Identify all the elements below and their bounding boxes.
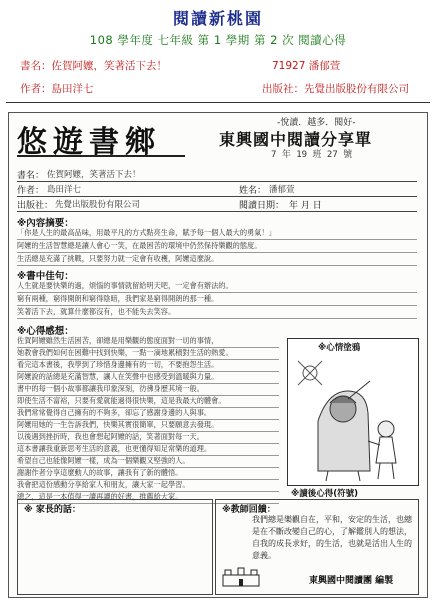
book-title: 佐賀阿嬤，笑著活下去！ — [51, 60, 167, 72]
content-summary-heading: ※內容摘要： — [17, 218, 74, 229]
reflection-line: 以後遇到挫折時，我也會想起阿嬤的話，笑著面對每一天。 — [17, 431, 279, 444]
quote-line: 人生就是要快樂的過，煩惱的事情就留給明天吧，一定會有辦法的。 — [17, 280, 417, 293]
publisher-footer: 東興國中閱讀團 編製 — [309, 576, 394, 586]
teacher-feedback-label: ※教師回饋： — [222, 505, 276, 515]
row-publisher — [17, 197, 417, 212]
row-book — [17, 167, 417, 182]
row-date-label: 閱讀日期： — [239, 201, 285, 211]
reflection-line: 即使生活不富裕，只要有愛就能過得很快樂，這是我最大的體會。 — [17, 395, 279, 408]
reflection-line: 阿嬤說的話總是充滿智慧，讓人在笑聲中也感受到溫暖與力量。 — [17, 371, 279, 384]
row-date-value: 年 月 日 — [289, 201, 322, 211]
content-line: 阿嬤的生活智慧總是讓人會心一笑，在最困苦的環境中仍然保持樂觀的態度。 — [17, 240, 417, 253]
book-line — [20, 58, 167, 73]
reflection-line: 看完這本書後，我學到了珍惜身邊擁有的一切，不要抱怨生活。 — [17, 359, 279, 372]
scanned-worksheet — [8, 112, 428, 598]
publisher-line — [262, 81, 409, 96]
worksheet-slogan: -悅讀．越多．閱好- — [277, 118, 356, 128]
book-label: 書名： — [20, 60, 52, 72]
teacher-comment: 我們總是樂觀自在，平和，安定的生活，也總是在不斷改變自己的心，了解鑑別人的想法，自我的成長求好，的生活，也就是活出人生的意義。 — [252, 515, 412, 560]
reflection-line: 謝謝作者分享這麼動人的故事，讓我有了新的體悟。 — [17, 467, 279, 480]
row-author-label: 作者： — [17, 186, 45, 196]
reflection-line: 總之，這是一本值得一讀再讀的好書，推薦給大家。 — [17, 491, 279, 504]
class-number-handwritten: 7 年 19 班 27 號 — [271, 150, 353, 160]
parent-comment-label: ※ 家長的話： — [24, 505, 81, 515]
mood-doodle-label: ※心情塗鴉 — [318, 343, 361, 353]
quotes-heading: ※書中佳句： — [17, 271, 74, 282]
quote-line: 窮有兩種，窮得開朗和窮得陰暗，我們家是窮得開朗的那一種。 — [17, 293, 417, 306]
publisher-label: 出版社： — [262, 83, 304, 95]
row-author-value: 島田洋七 — [47, 185, 82, 195]
class-number-line — [271, 147, 352, 160]
reading-symbol-label: ※讀後心得(符號) — [291, 489, 359, 499]
reflection-line: 書中的每一個小故事都讓我印象深刻，彷彿身歷其境一般。 — [17, 383, 279, 396]
reflection-heading: ※心得感想： — [17, 326, 74, 337]
grandma-child-drawing — [288, 351, 416, 483]
row-name-label: 姓名： — [239, 186, 267, 196]
row-publisher-value: 先覺出版股份有限公司 — [55, 200, 141, 210]
student-id-name: 71927 潘郁萱 — [272, 60, 341, 72]
row-publisher-label: 出版社： — [17, 201, 54, 211]
publisher-name: 先覺出版股份有限公司 — [304, 83, 409, 95]
brand-underline — [17, 155, 185, 157]
castle-logo-icon — [221, 567, 261, 587]
reflection-line: 這本書讓我重新思考生活的意義，也更懂得知足常樂的道理。 — [17, 443, 279, 456]
mood-doodle-box — [287, 338, 419, 486]
header-divider — [6, 102, 430, 103]
content-line: 生活總是充滿了挑戰，只要努力就一定會有收穫，阿嬤這麼說。 — [17, 253, 417, 266]
reflection-line: 我們常常覺得自己擁有的不夠多，卻忘了感謝身邊的人與事。 — [17, 407, 279, 420]
worksheet-title: 東興國中閱讀分享單 — [219, 130, 373, 149]
quote-line: 笑著活下去，就算什麼都沒有，也不能失去笑容。 — [17, 306, 417, 319]
row-book-label: 書名： — [17, 171, 45, 181]
row-book-value: 佐賀阿嬤，笑著活下去！ — [47, 170, 141, 180]
row-name-value: 潘郁萱 — [269, 185, 295, 195]
reflection-line: 她教會我們如何在困難中找到快樂，一點一滴地累積對生活的熱愛。 — [17, 347, 279, 360]
author-name: 島田洋七 — [51, 83, 94, 95]
reflection-line: 阿嬤用她的一生告訴我們，快樂其實很簡單，只要願意去發現。 — [17, 419, 279, 432]
row-author — [17, 182, 417, 197]
content-line: 「你是人生的最高品味，用最平凡的方式點亮生命，賦予每一個人最大的勇氣！」 — [17, 227, 417, 240]
worksheet-brand: 悠遊書鄉 — [17, 125, 161, 160]
author-line — [20, 81, 94, 96]
semester-subtitle: 108 學年度 七年級 第 1 學期 第 2 次 閱讀心得 — [89, 33, 347, 47]
reflection-line: 我會把這份感動分享給家人和朋友，讓大家一起學習。 — [17, 479, 279, 492]
reflection-line: 希望自己也能像阿嬤一樣，成為一個樂觀又堅強的人。 — [17, 455, 279, 468]
reflection-line: 佐賀阿嬤雖然生活困苦，卻總是用樂觀的態度面對一切的事情， — [17, 335, 279, 348]
author-label: 作者： — [20, 83, 52, 95]
parent-comment-box — [17, 499, 213, 595]
site-title: 閱讀新桃園 — [172, 9, 263, 28]
